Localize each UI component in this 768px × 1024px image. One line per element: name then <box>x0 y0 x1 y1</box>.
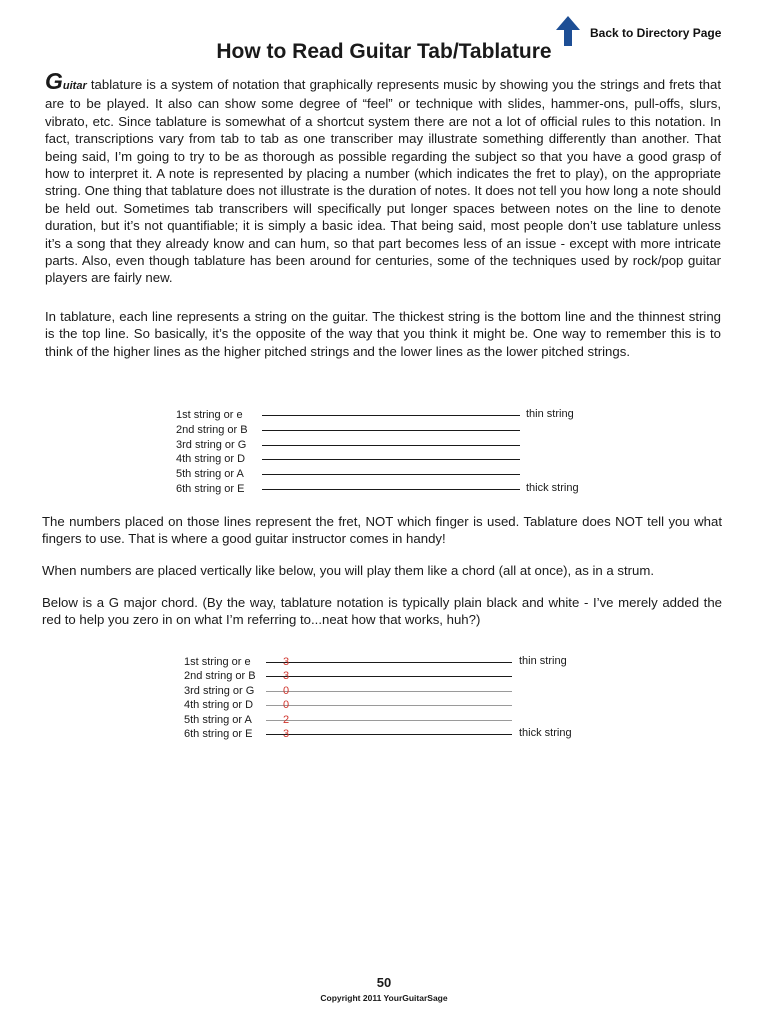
string-line <box>266 720 512 721</box>
back-to-directory-label: Back to Directory Page <box>590 26 722 40</box>
string-line <box>262 430 520 431</box>
string-label: 1st string or e <box>184 656 251 668</box>
string-label: 6th string or E <box>176 483 245 495</box>
string-label: 6th string or E <box>184 728 253 740</box>
page-number: 50 <box>376 975 392 990</box>
string-line <box>262 415 520 416</box>
thin-string-label: thin string <box>519 655 567 667</box>
string-line <box>266 734 512 735</box>
string-line <box>262 445 520 446</box>
chord-paragraph: When numbers are placed vertically like below, you will play them like a chord (all at once), as in a strum. <box>42 563 655 578</box>
string-line <box>266 662 512 663</box>
fret-number: 2 <box>283 713 290 726</box>
string-label: 4th string or D <box>184 699 254 712</box>
page-title: How to Read Guitar Tab/Tablature <box>216 40 552 63</box>
fret-number: 3 <box>283 656 290 668</box>
string-line <box>262 489 520 490</box>
string-line <box>266 676 512 677</box>
drop-cap: G <box>45 68 63 94</box>
fret-number: 0 <box>283 699 290 712</box>
string-label: 5th string or A <box>184 713 252 726</box>
string-label: 3rd string or G <box>176 438 247 451</box>
tab-diagram-blank <box>0 400 768 500</box>
thick-string-label: thick string <box>526 482 579 494</box>
drop-cap-word: uitar <box>62 80 87 92</box>
string-label: 3rd string or G <box>184 684 255 697</box>
string-label: 2nd string or B <box>176 423 248 436</box>
string-label: 1st string or e <box>176 409 243 421</box>
string-line <box>266 705 512 706</box>
thick-string-label: thick string <box>519 727 572 739</box>
string-line <box>262 474 520 475</box>
fret-number: 3 <box>283 728 290 740</box>
copyright: Copyright 2011 YourGuitarSage <box>320 993 448 1003</box>
string-line <box>266 691 512 692</box>
g-major-paragraph: Below is a G major chord. (By the way, tablature notation is typically plain black and white - I’ve merely added the red to help you zero in on what I’m referring to...neat how that works, huh?) <box>42 595 722 628</box>
string-label: 5th string or A <box>176 468 244 481</box>
fret-number: 0 <box>283 684 290 697</box>
string-label: 2nd string or B <box>184 670 256 683</box>
tab-diagram-g-major <box>0 648 768 748</box>
thin-string-label: thin string <box>526 408 574 420</box>
string-label: 4th string or D <box>176 453 246 466</box>
fret-paragraph: The numbers placed on those lines represent the fret, NOT which finger is used. Tablature does NOT tell you what fingers to use. That is where a good guitar instructor comes in handy! <box>42 514 722 547</box>
strings-paragraph: In tablature, each line represents a string on the guitar. The thickest string is the bottom line and the thinnest string is the top line. So basically, it’s the opposite of the way that you think it might be. One way to remember this is to think of the higher lines as the higher pitched strings and the lower lines as the lower pitched strings. <box>45 309 721 359</box>
intro-paragraph <box>45 68 721 287</box>
fret-number: 3 <box>283 670 290 683</box>
string-line <box>262 459 520 460</box>
intro-text: tablature is a system of notation that graphically represents music by showing you the strings and frets that are to be played. It also can show some degree of “feel” or technique with slides, hammer-ons, pull-offs, slurs, vibrato, etc. Since tablature is somewhat of a shortcut system there are not a lot of official rules to this notation. In fact, transcriptions vary from tab to tab as one transcriber may illustrate something differently than another. That being said, I’m going to try to be as thorough as possible regarding the subject so that you have a good grasp of how to interpret it. A note is represented by placing a number (which indicates the fret to play), on the appropriate string. One thing that tablature does not illustrate is the duration of notes. It does not tell you how long a note should be held out. Sometimes tab transcribers will specifically put longer spaces between notes on the line to denote duration, but it’s not quantifiable; it is simply a basic idea. That being said, most people don’t use tablature unless it’s a song that they already know and can hum, so that part becomes less of an issue - except with more intricate parts. Also, even though tablature has been around for centuries, some of the techniques used by rock/pop guitar players are fairly new. <box>45 77 721 286</box>
